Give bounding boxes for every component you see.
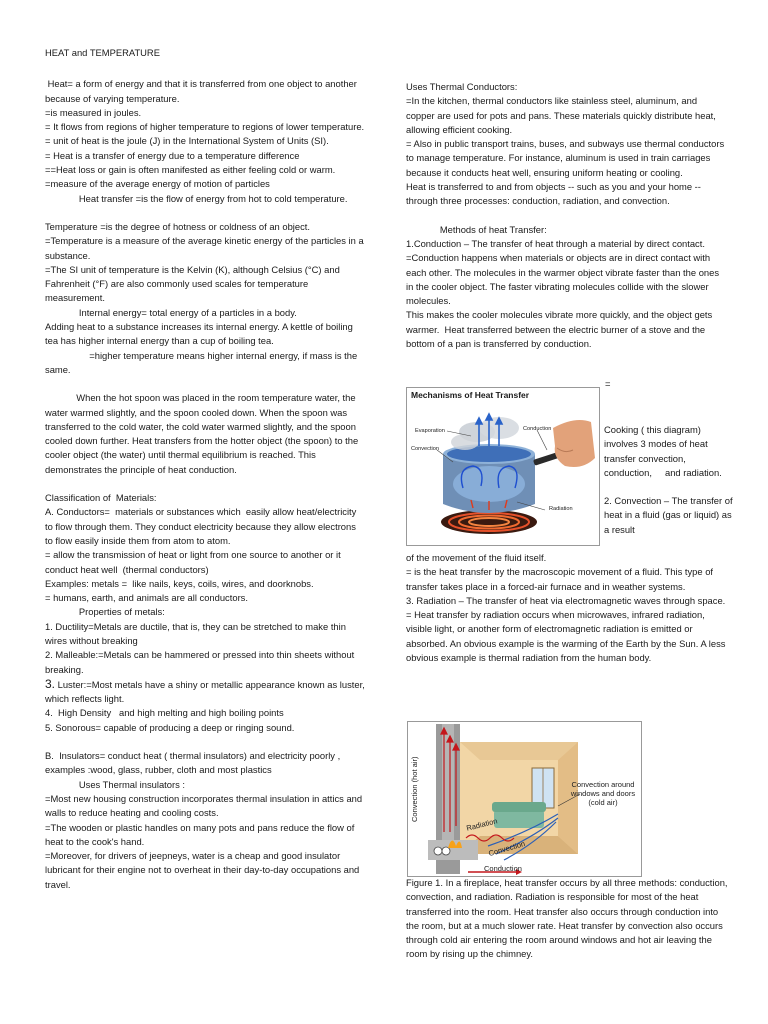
label-convection: Convection: [487, 839, 527, 858]
properties-line: 4. High Density and high melting and high boiling points: [45, 707, 284, 719]
luster-text: Luster:=Most metals have a shiny or metallic appearance known as luster, which reflects light.: [45, 678, 368, 705]
figure-side-line: 2. Convection – The transfer of heat in a fluid (gas or liquid) as a result: [604, 495, 736, 535]
luster-line: [45, 676, 368, 707]
temperature-line: =higher temperature means higher internal energy, if mass is the same.: [45, 349, 360, 375]
temperature-line: =The SI unit of temperature is the Kelvin (K), although Celsius (°C) and Fahrenheit (°F) are also commonly used scales for temperature measurement.: [45, 263, 343, 304]
figure-label-convection: Convection: [411, 446, 439, 452]
conductors-uses-line: = Also in public transport trains, buses, and subways use thermal conductors to manage temperature. For instance, aluminum is used in train carriages because it conducts heat well, ensuring uniform heating or cooling.: [406, 138, 727, 178]
fireplace-figure: [407, 721, 642, 877]
figure-label-conduction: Conduction: [523, 426, 552, 432]
page-title: HEAT and TEMPERATURE: [45, 47, 160, 58]
radiation-line: 3. Radiation – The transfer of heat via electromagnetic waves through space.: [406, 594, 726, 606]
figure-side-text: [604, 423, 734, 537]
temperature-line: Adding heat to a substance increases its internal energy. A kettle of boiling tea has higher internal energy than a cup of boiling tea.: [45, 321, 356, 347]
temperature-line: Internal energy= total energy of a particles in a body.: [45, 306, 297, 318]
figure-side-line: Cooking ( this diagram) involves 3 modes of heat transfer convection, conduction, and radiation.: [604, 424, 722, 478]
temperature-line: Temperature =is the degree of hotness or coldness of an object.: [45, 220, 311, 232]
conductors-uses-line: Heat is transferred to and from objects -- such as you and your home -- through three processes: conduction, radiation, and convection.: [406, 181, 704, 207]
conductors-uses-line: Uses Thermal Conductors:: [406, 81, 518, 92]
figure-label-radiation: Radiation: [549, 506, 573, 512]
equals-sign: =: [605, 378, 611, 389]
left-column: [45, 46, 368, 892]
heat-line: Heat transfer =is the flow of energy from hot to cold temperature.: [45, 192, 348, 204]
heat-line: Heat= a form of energy and that it is transferred from one object to another because of varying temperature.: [45, 78, 360, 104]
heat-line: = Heat is a transfer of energy due to a temperature difference: [45, 149, 300, 161]
conductors-uses-line: =In the kitchen, thermal conductors like stainless steel, aluminum, and copper are used for pots and pans. These materials quickly distribute heat, allowing efficient cooking.: [406, 95, 719, 135]
classification-line: = allow the transmission of heat or light from one source to another or it conduct heat well (thermal conductors): [45, 549, 344, 575]
label-convection-cold-air: Convection around windows and doors (cold air): [570, 780, 636, 807]
classification-line: Properties of metals:: [45, 606, 165, 618]
label-conduction: Conduction: [484, 864, 522, 873]
right-column-top: [406, 80, 726, 351]
classification-line: 2. Malleable:=Metals can be hammered or pressed into thin sheets without breaking.: [45, 649, 357, 675]
pot-illustration: [407, 388, 599, 545]
convection-line: = is the heat transfer by the macroscopic movement of a fluid. This type of transfer takes place in a forced-air furnace and in weather systems.: [406, 566, 716, 592]
label-radiation: Radiation: [465, 816, 499, 833]
insulators-line: =Most new housing construction incorporates thermal insulation in attics and walls to reduce heating and cooling costs.: [45, 792, 365, 819]
radiation-line: = Heat transfer by radiation occurs when microwaves, infrared radiation, visible light, or another form of electromagnetic radiation is emitted or absorbed. An obvious example is the warming of the Earth by the Sun. A less obvious example is thermal radiation from the human body.: [406, 609, 729, 664]
methods-line: Methods of heat Transfer:: [406, 223, 547, 235]
methods-line: 1.Conduction – The transfer of heat through a material by direct contact.: [406, 237, 705, 249]
methods-line: =Conduction happens when materials or objects are in direct contact with each other. The molecules in the warmer object vibrate faster than the ones in the cooler object. The faster vibrating molecules collide with the slower molecules.: [406, 252, 722, 307]
classification-line: Classification of Materials:: [45, 492, 157, 504]
figure-caption: [406, 876, 731, 962]
insulators-line: B. Insulators= conduct heat ( thermal insulators) and electricity poorly , examples :wood, glass, rubber, cloth and most plastics: [45, 750, 343, 776]
caption-text: Figure 1. In a fireplace, heat transfer occurs by all three methods: conduction, convection, and radiation. Radiation is responsible for most of the heat transferred into the room. Heat transfer also occurs through conduction into the room, but at a much slower rate. Heat transfer by convection also occurs through cold air entering the room around windows and hot air leaving the room by rising up the chimney.: [406, 877, 731, 960]
label-convection-hot-air: Convection (hot air): [410, 756, 419, 822]
heat-line: =measure of the average energy of motion of particles: [45, 178, 270, 190]
convection-line: of the movement of the fluid itself.: [406, 552, 547, 563]
heat-line: ==Heat loss or gain is often manifested as either feeling cold or warm.: [45, 164, 336, 176]
heat-line: = unit of heat is the joule (J) in the International System of Units (SI).: [45, 135, 329, 147]
insulators-line: =The wooden or plastic handles on many pots and pans reduce the flow of heat to the cook's hand.: [45, 821, 357, 847]
properties-line: 5. Sonorous= capable of producing a deep or ringing sound.: [45, 721, 295, 733]
classification-line: 1. Ductility=Metals are ductile, that is, they can be stretched to make thin wires without breaking: [45, 620, 349, 646]
right-column-middle: [406, 551, 729, 665]
methods-line: This makes the cooler molecules vibrate more quickly, and the object gets warmer. Heat transferred between the electric burner of a stove and the bottom of a pan is transferred by conduction.: [406, 309, 715, 350]
heat-line: = It flows from regions of higher temperature to regions of lower temperature.: [45, 121, 365, 133]
figure-title: Mechanisms of Heat Transfer: [411, 390, 530, 400]
luster-number: 3.: [45, 676, 56, 691]
classification-line: A. Conductors= materials or substances which easily allow heat/electricity to flow through them. They conduct electricity because they allow electrons to flow easily inside them from atom to atom.: [45, 506, 359, 546]
insulators-line: =Moreover, for drivers of jeepneys, water is a cheap and good insulator lubricant for their engine not to overheat in their day-to-day occupations and travel.: [45, 850, 362, 890]
classification-line: Examples: metals = like nails, keys, coils, wires, and doorknobs.: [45, 577, 314, 589]
temperature-line: =Temperature is a measure of the average kinetic energy of the particles in a substance.: [45, 235, 367, 261]
heat-transfer-figure: [406, 387, 600, 546]
spoon-paragraph: When the hot spoon was placed in the room temperature water, the water warmed slightly, and the spoon cooled down. When the spoon was transferred to the cold water, the cold water warmed slightly, and the spoon cooled down further. Heat transfers from the hotter object (the spoon) to the cooler object (the water) until thermal equilibrium is reached. This demonstrates the principle of heat conduction.: [45, 392, 361, 475]
heat-line: =is measured in joules.: [45, 106, 142, 118]
insulators-line: Uses Thermal insulators :: [45, 778, 185, 790]
figure-label-evaporation: Evaporation: [415, 428, 445, 434]
classification-line: = humans, earth, and animals are all conductors.: [45, 592, 248, 604]
